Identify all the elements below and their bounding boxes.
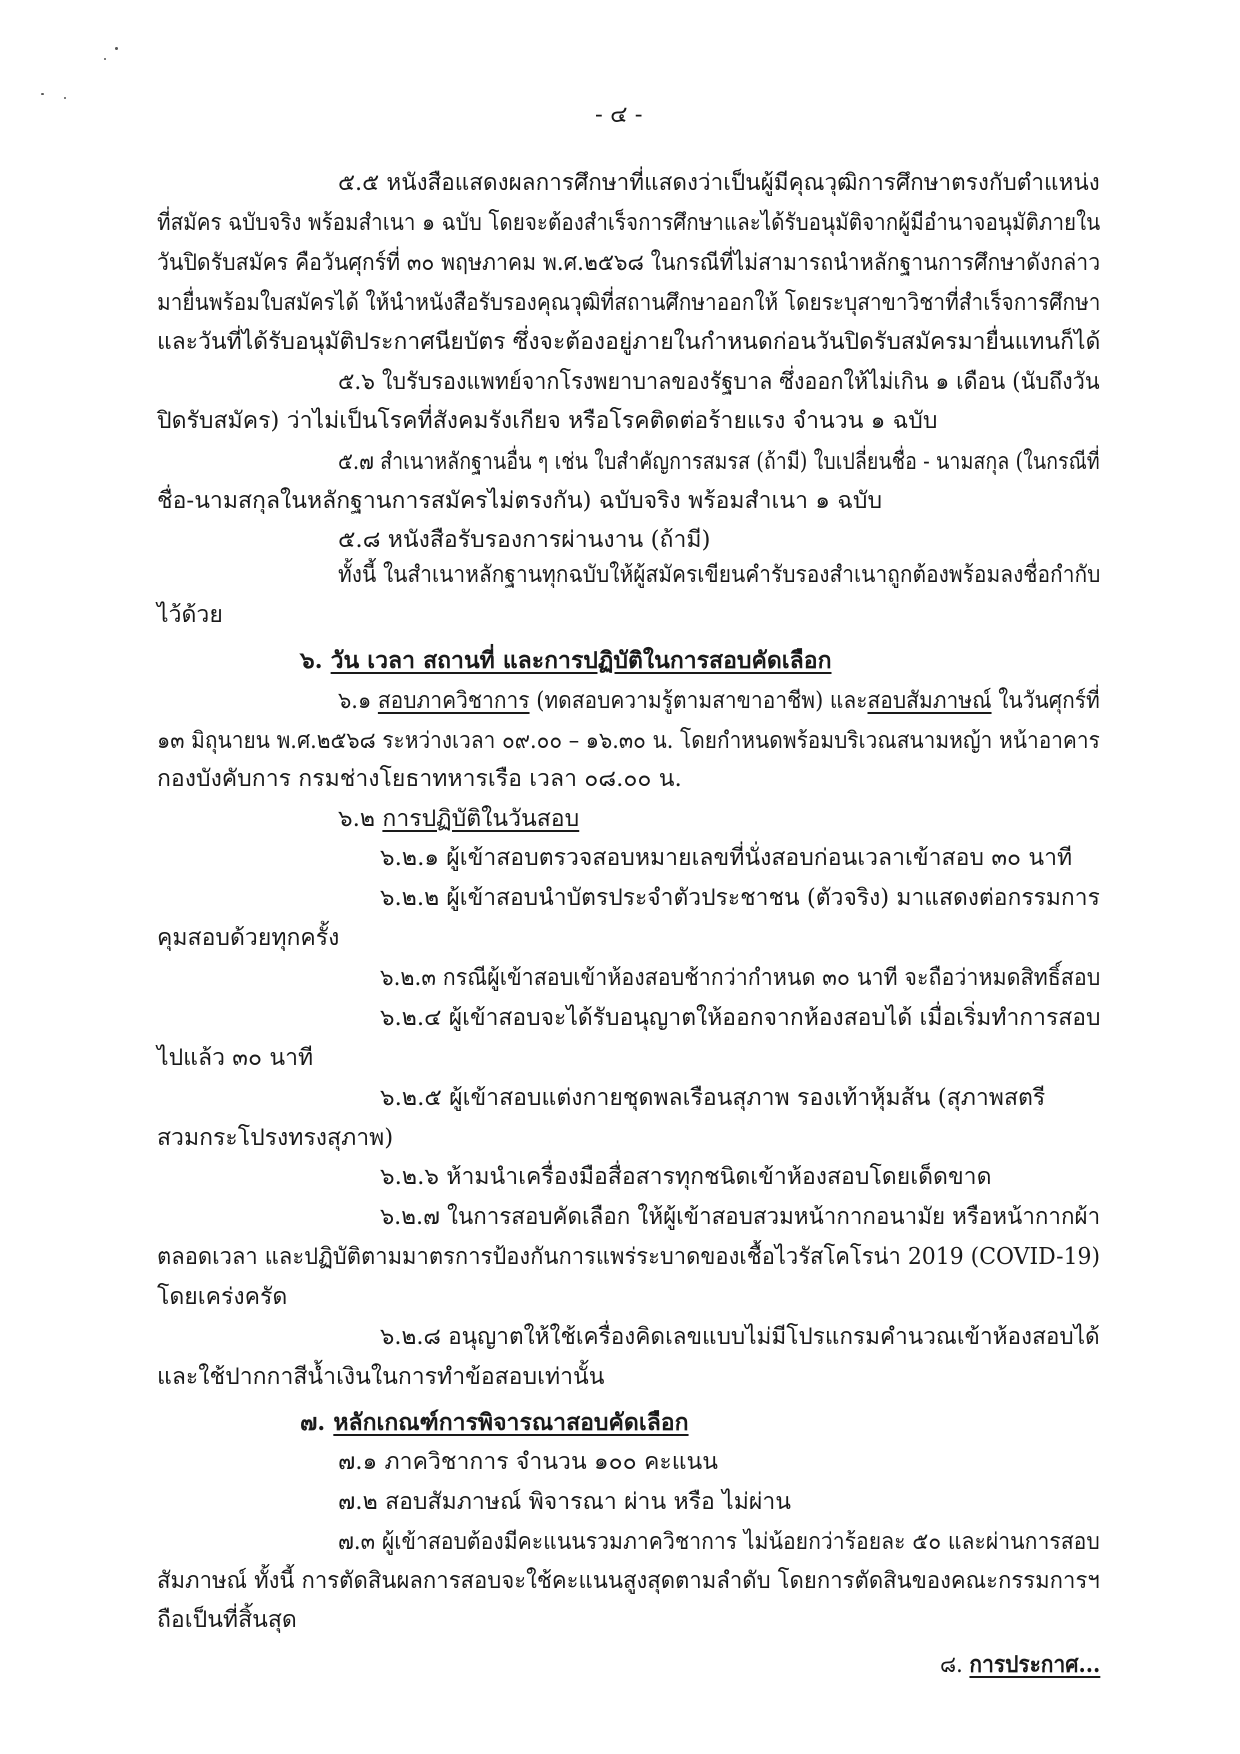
certification-note-line: ไว้ด้วย — [157, 602, 223, 628]
item-5-5-line: และวันที่ได้รับอนุมัติประกาศนียบัตร ซึ่งจะต้องอยู่ภายในกำหนดก่อนวันปิดรับสมัครมายื่นแทนก็ได้ — [157, 329, 1101, 355]
item-6-2-7-line: ตลอดเวลา และปฏิบัติตามมาตรการป้องกันการแพร่ระบาดของเชื้อไวรัสโคโรน่า 2019 (COVID-19) — [157, 1244, 1101, 1270]
item-6-2-4-line: ๖.๒.๔ ผู้เข้าสอบจะได้รับอนุญาตให้ออกจากห้องสอบได้ เมื่อเริ่มทำการสอบ — [380, 1005, 1101, 1031]
section-7-title: หลักเกณฑ์การพิจารณาสอบคัดเลือก — [333, 1409, 689, 1436]
item-7-3-line: ถือเป็นที่สิ้นสุด — [157, 1607, 297, 1633]
item-7-3-line: ๗.๓ ผู้เข้าสอบต้องมีคะแนนรวมภาควิชาการ ไม่น้อยกว่าร้อยละ ๕๐ และผ่านการสอบ — [338, 1529, 1100, 1555]
scan-speck — [104, 58, 106, 60]
item-6-2-8-line: ๖.๒.๘ อนุญาตให้ใช้เครื่องคิดเลขแบบไม่มีโปรแกรมคำนวณเข้าห้องสอบได้ — [380, 1324, 1100, 1350]
item-5-5-line: วันปิดรับสมัคร คือวันศุกร์ที่ ๓๐ พฤษภาคม พ.ศ.๒๕๖๘ ในกรณีที่ไม่สามารถนำหลักฐานการศึกษาดังกล่าว — [157, 250, 1101, 276]
item-6-2-title: การปฏิบัติในวันสอบ — [382, 806, 580, 832]
item-7-2: ๗.๒ สอบสัมภาษณ์ พิจารณา ผ่าน หรือ ไม่ผ่าน — [338, 1489, 791, 1515]
section-6-title: วัน เวลา สถานที่ และการปฏิบัติในการสอบคัดเลือก — [330, 647, 832, 674]
scan-speck — [64, 97, 66, 99]
item-6-2-5-line: ๖.๒.๕ ผู้เข้าสอบแต่งกายชุดพลเรือนสุภาพ รองเท้าหุ้มส้น (สุภาพสตรี — [380, 1085, 1046, 1111]
item-6-2-7-line: ๖.๒.๗ ในการสอบคัดเลือก ให้ผู้เข้าสอบสวมหน้ากากอนามัย หรือหน้ากากผ้า — [380, 1204, 1101, 1230]
item-6-1-line: ๑๓ มิถุนายน พ.ศ.๒๕๖๘ ระหว่างเวลา ๐๙.๐๐ – ๑๖.๓๐ น. โดยกำหนดพร้อมบริเวณสนามหญ้า หน้าอาคาร — [157, 728, 1100, 754]
item-6-2-4-line: ไปแล้ว ๓๐ นาที — [157, 1045, 314, 1071]
item-6-2-3: ๖.๒.๓ กรณีผู้เข้าสอบเข้าห้องสอบช้ากว่ากำหนด ๓๐ นาที จะถือว่าหมดสิทธิ์สอบ — [380, 965, 1101, 991]
continuation-number: ๘. — [940, 1652, 963, 1678]
item-5-6-line: ปิดรับสมัคร) ว่าไม่เป็นโรคที่สังคมรังเกียจ หรือโรคติดต่อร้ายแรง จำนวน ๑ ฉบับ — [157, 408, 938, 434]
academic-exam-label: สอบภาควิชาการ — [377, 688, 530, 714]
page-number: - ๔ - — [595, 102, 643, 128]
item-6-2-8-line: และใช้ปากกาสีน้ำเงินในการทำข้อสอบเท่านั้น — [157, 1364, 605, 1390]
item-5-7-line: ๕.๗ สำเนาหลักฐานอื่น ๆ เช่น ใบสำคัญการสมรส (ถ้ามี) ใบเปลี่ยนชื่อ - นามสกุล (ในกรณีที่ — [338, 449, 1100, 475]
item-6-2-7-line: โดยเคร่งครัด — [157, 1284, 288, 1310]
section-7-number: ๗. — [300, 1409, 326, 1436]
item-5-5-line: ๕.๕ หนังสือแสดงผลการศึกษาที่แสดงว่าเป็นผู้มีคุณวุฒิการศึกษาตรงกับตำแหน่ง — [338, 170, 1100, 196]
scan-speck — [41, 93, 44, 95]
item-6-1-number: ๖.๑ — [338, 688, 372, 714]
section-6-heading — [300, 646, 832, 680]
section-7-heading — [300, 1408, 689, 1442]
item-6-2-1: ๖.๒.๑ ผู้เข้าสอบตรวจสอบหมายเลขที่นั่งสอบก่อนเวลาเข้าสอบ ๓๐ นาที — [380, 845, 1073, 871]
interview-exam-label: สอบสัมภาษณ์ — [867, 688, 992, 714]
item-6-2-number: ๖.๒ — [338, 806, 376, 832]
item-6-1-mid-text: (ทดสอบความรู้ตามสาขาอาชีพ) และ — [529, 688, 868, 714]
item-7-3-line: สัมภาษณ์ ทั้งนี้ การตัดสินผลการสอบจะใช้คะแนนสูงสุดตามลำดับ โดยการตัดสินของคณะกรรมการฯ — [157, 1568, 1100, 1594]
item-5-6-line: ๕.๖ ใบรับรองแพทย์จากโรงพยาบาลของรัฐบาล ซึ่งออกให้ไม่เกิน ๑ เดือน (นับถึงวัน — [338, 369, 1100, 395]
item-6-2-6: ๖.๒.๖ ห้ามนำเครื่องมือสื่อสารทุกชนิดเข้าห้องสอบโดยเด็ดขาด — [380, 1164, 992, 1190]
item-7-1: ๗.๑ ภาควิชาการ จำนวน ๑๐๐ คะแนน — [338, 1449, 718, 1475]
item-5-5-line: ที่สมัคร ฉบับจริง พร้อมสำเนา ๑ ฉบับ โดยจะต้องสำเร็จการศึกษาและได้รับอนุมัติจากผู้มีอำนาจอนุมัติภายใน — [157, 210, 1101, 236]
item-6-2-5-line: สวมกระโปรงทรงสุภาพ) — [157, 1125, 394, 1151]
item-6-1-line — [338, 686, 1100, 720]
item-6-1-tail-text: ในวันศุกร์ที่ — [991, 688, 1100, 714]
scan-speck — [115, 47, 118, 50]
item-5-5-line: มายื่นพร้อมใบสมัครได้ ให้นำหนังสือรับรองคุณวุฒิที่สถานศึกษาออกให้ โดยระบุสาขาวิชาที่สำเร็จการศึกษา — [157, 290, 1101, 316]
item-6-1-line: กองบังคับการ กรมช่างโยธาทหารเรือ เวลา ๐๘.๐๐ น. — [157, 766, 682, 792]
item-5-7-line: ชื่อ-นามสกุลในหลักฐานการสมัครไม่ตรงกัน) ฉบับจริง พร้อมสำเนา ๑ ฉบับ — [157, 488, 883, 514]
item-6-2-heading — [338, 804, 579, 838]
continuation-text: การประกาศ... — [969, 1651, 1101, 1678]
section-6-number: ๖. — [300, 647, 323, 674]
item-6-2-2-line: ๖.๒.๒ ผู้เข้าสอบนำบัตรประจำตัวประชาชน (ตัวจริง) มาแสดงต่อกรรมการ — [380, 885, 1100, 911]
item-6-2-2-line: คุมสอบด้วยทุกครั้ง — [157, 925, 340, 951]
certification-note-line: ทั้งนี้ ในสำเนาหลักฐานทุกฉบับให้ผู้สมัครเขียนคำรับรองสำเนาถูกต้องพร้อมลงชื่อกำกับ — [338, 562, 1101, 588]
item-5-8-line: ๕.๘ หนังสือรับรองการผ่านงาน (ถ้ามี) — [338, 527, 711, 553]
continuation-marker — [940, 1650, 1100, 1684]
